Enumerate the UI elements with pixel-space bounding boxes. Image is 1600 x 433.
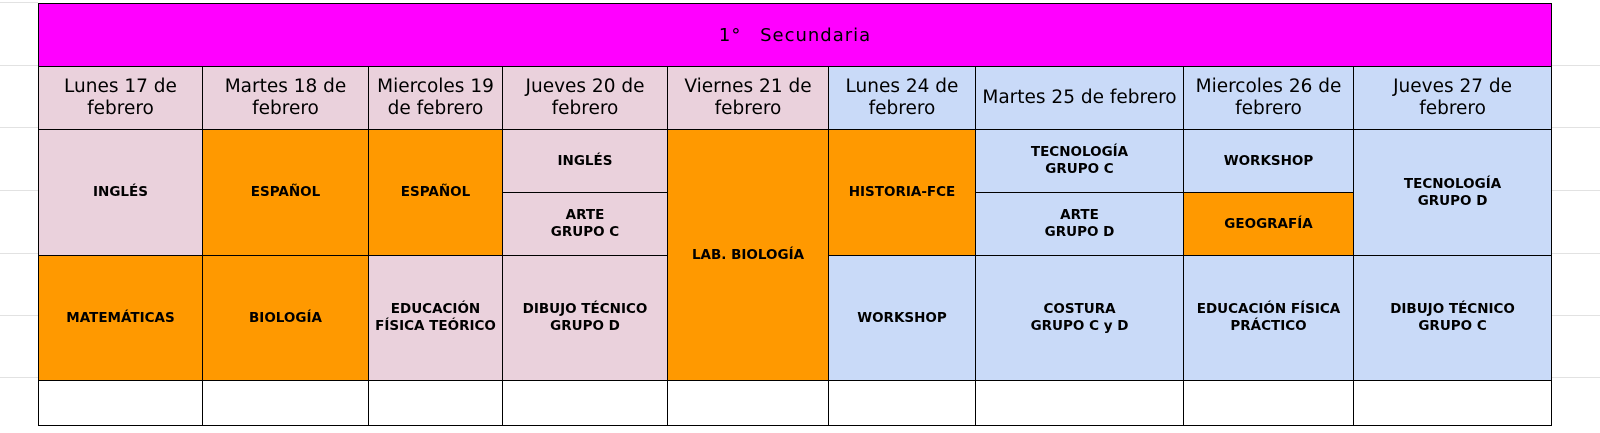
sheet-gridline — [1550, 315, 1600, 316]
empty-cell[interactable] — [39, 381, 203, 426]
sheet-gridline — [1550, 127, 1600, 128]
empty-cell[interactable] — [829, 381, 976, 426]
class-cell[interactable]: EDUCACIÓN FÍSICA TEÓRICO — [369, 256, 503, 381]
class-cell[interactable]: HISTORIA-FCE — [829, 130, 976, 256]
day-header[interactable]: Jueves 27 de febrero — [1354, 67, 1552, 130]
schedule-table — [38, 3, 1552, 426]
sheet-gridline — [0, 65, 38, 66]
sheet-gridline — [0, 315, 38, 316]
day-header[interactable]: Martes 18 de febrero — [203, 67, 369, 130]
class-cell[interactable]: INGLÉS — [39, 130, 203, 256]
class-cell[interactable]: LAB. BIOLOGÍA — [668, 130, 829, 381]
day-header[interactable]: Martes 25 de febrero — [976, 67, 1184, 130]
class-cell[interactable]: DIBUJO TÉCNICO GRUPO D — [503, 256, 668, 381]
class-cell[interactable]: MATEMÁTICAS — [39, 256, 203, 381]
class-cell[interactable]: DIBUJO TÉCNICO GRUPO C — [1354, 256, 1552, 381]
day-header[interactable]: Lunes 17 de febrero — [39, 67, 203, 130]
empty-cell[interactable] — [503, 381, 668, 426]
sheet-gridline — [0, 253, 38, 254]
class-cell[interactable]: COSTURA GRUPO C y D — [976, 256, 1184, 381]
sheet-gridline — [1550, 190, 1600, 191]
day-header[interactable]: Lunes 24 de febrero — [829, 67, 976, 130]
class-cell[interactable]: EDUCACIÓN FÍSICA PRÁCTICO — [1184, 256, 1354, 381]
sheet-gridline — [0, 127, 38, 128]
day-header[interactable]: Viernes 21 de febrero — [668, 67, 829, 130]
empty-cell[interactable] — [203, 381, 369, 426]
empty-cell[interactable] — [1354, 381, 1552, 426]
class-cell[interactable]: ARTE GRUPO D — [976, 193, 1184, 256]
class-cell[interactable]: INGLÉS — [503, 130, 668, 193]
sheet-gridline — [1550, 377, 1600, 378]
sheet-gridline — [1550, 253, 1600, 254]
empty-cell[interactable] — [668, 381, 829, 426]
empty-cell[interactable] — [976, 381, 1184, 426]
class-cell[interactable]: WORKSHOP — [829, 256, 976, 381]
sheet-gridline — [0, 190, 38, 191]
day-header[interactable]: Miercoles 26 de febrero — [1184, 67, 1354, 130]
sheet-gridline — [1550, 65, 1600, 66]
schedule-title[interactable]: 1° Secundaria — [39, 4, 1552, 67]
empty-cell[interactable] — [369, 381, 503, 426]
class-cell[interactable]: ARTE GRUPO C — [503, 193, 668, 256]
class-cell[interactable]: TECNOLOGÍA GRUPO C — [976, 130, 1184, 193]
class-cell[interactable]: ESPAÑOL — [369, 130, 503, 256]
class-cell[interactable]: WORKSHOP — [1184, 130, 1354, 193]
class-cell[interactable]: GEOGRAFÍA — [1184, 193, 1354, 256]
class-cell[interactable]: TECNOLOGÍA GRUPO D — [1354, 130, 1552, 256]
empty-cell[interactable] — [1184, 381, 1354, 426]
class-cell[interactable]: ESPAÑOL — [203, 130, 369, 256]
sheet-gridline — [0, 377, 38, 378]
day-header[interactable]: Miercoles 19 de febrero — [369, 67, 503, 130]
day-header[interactable]: Jueves 20 de febrero — [503, 67, 668, 130]
sheet-gridline — [0, 2, 38, 3]
class-cell[interactable]: BIOLOGÍA — [203, 256, 369, 381]
